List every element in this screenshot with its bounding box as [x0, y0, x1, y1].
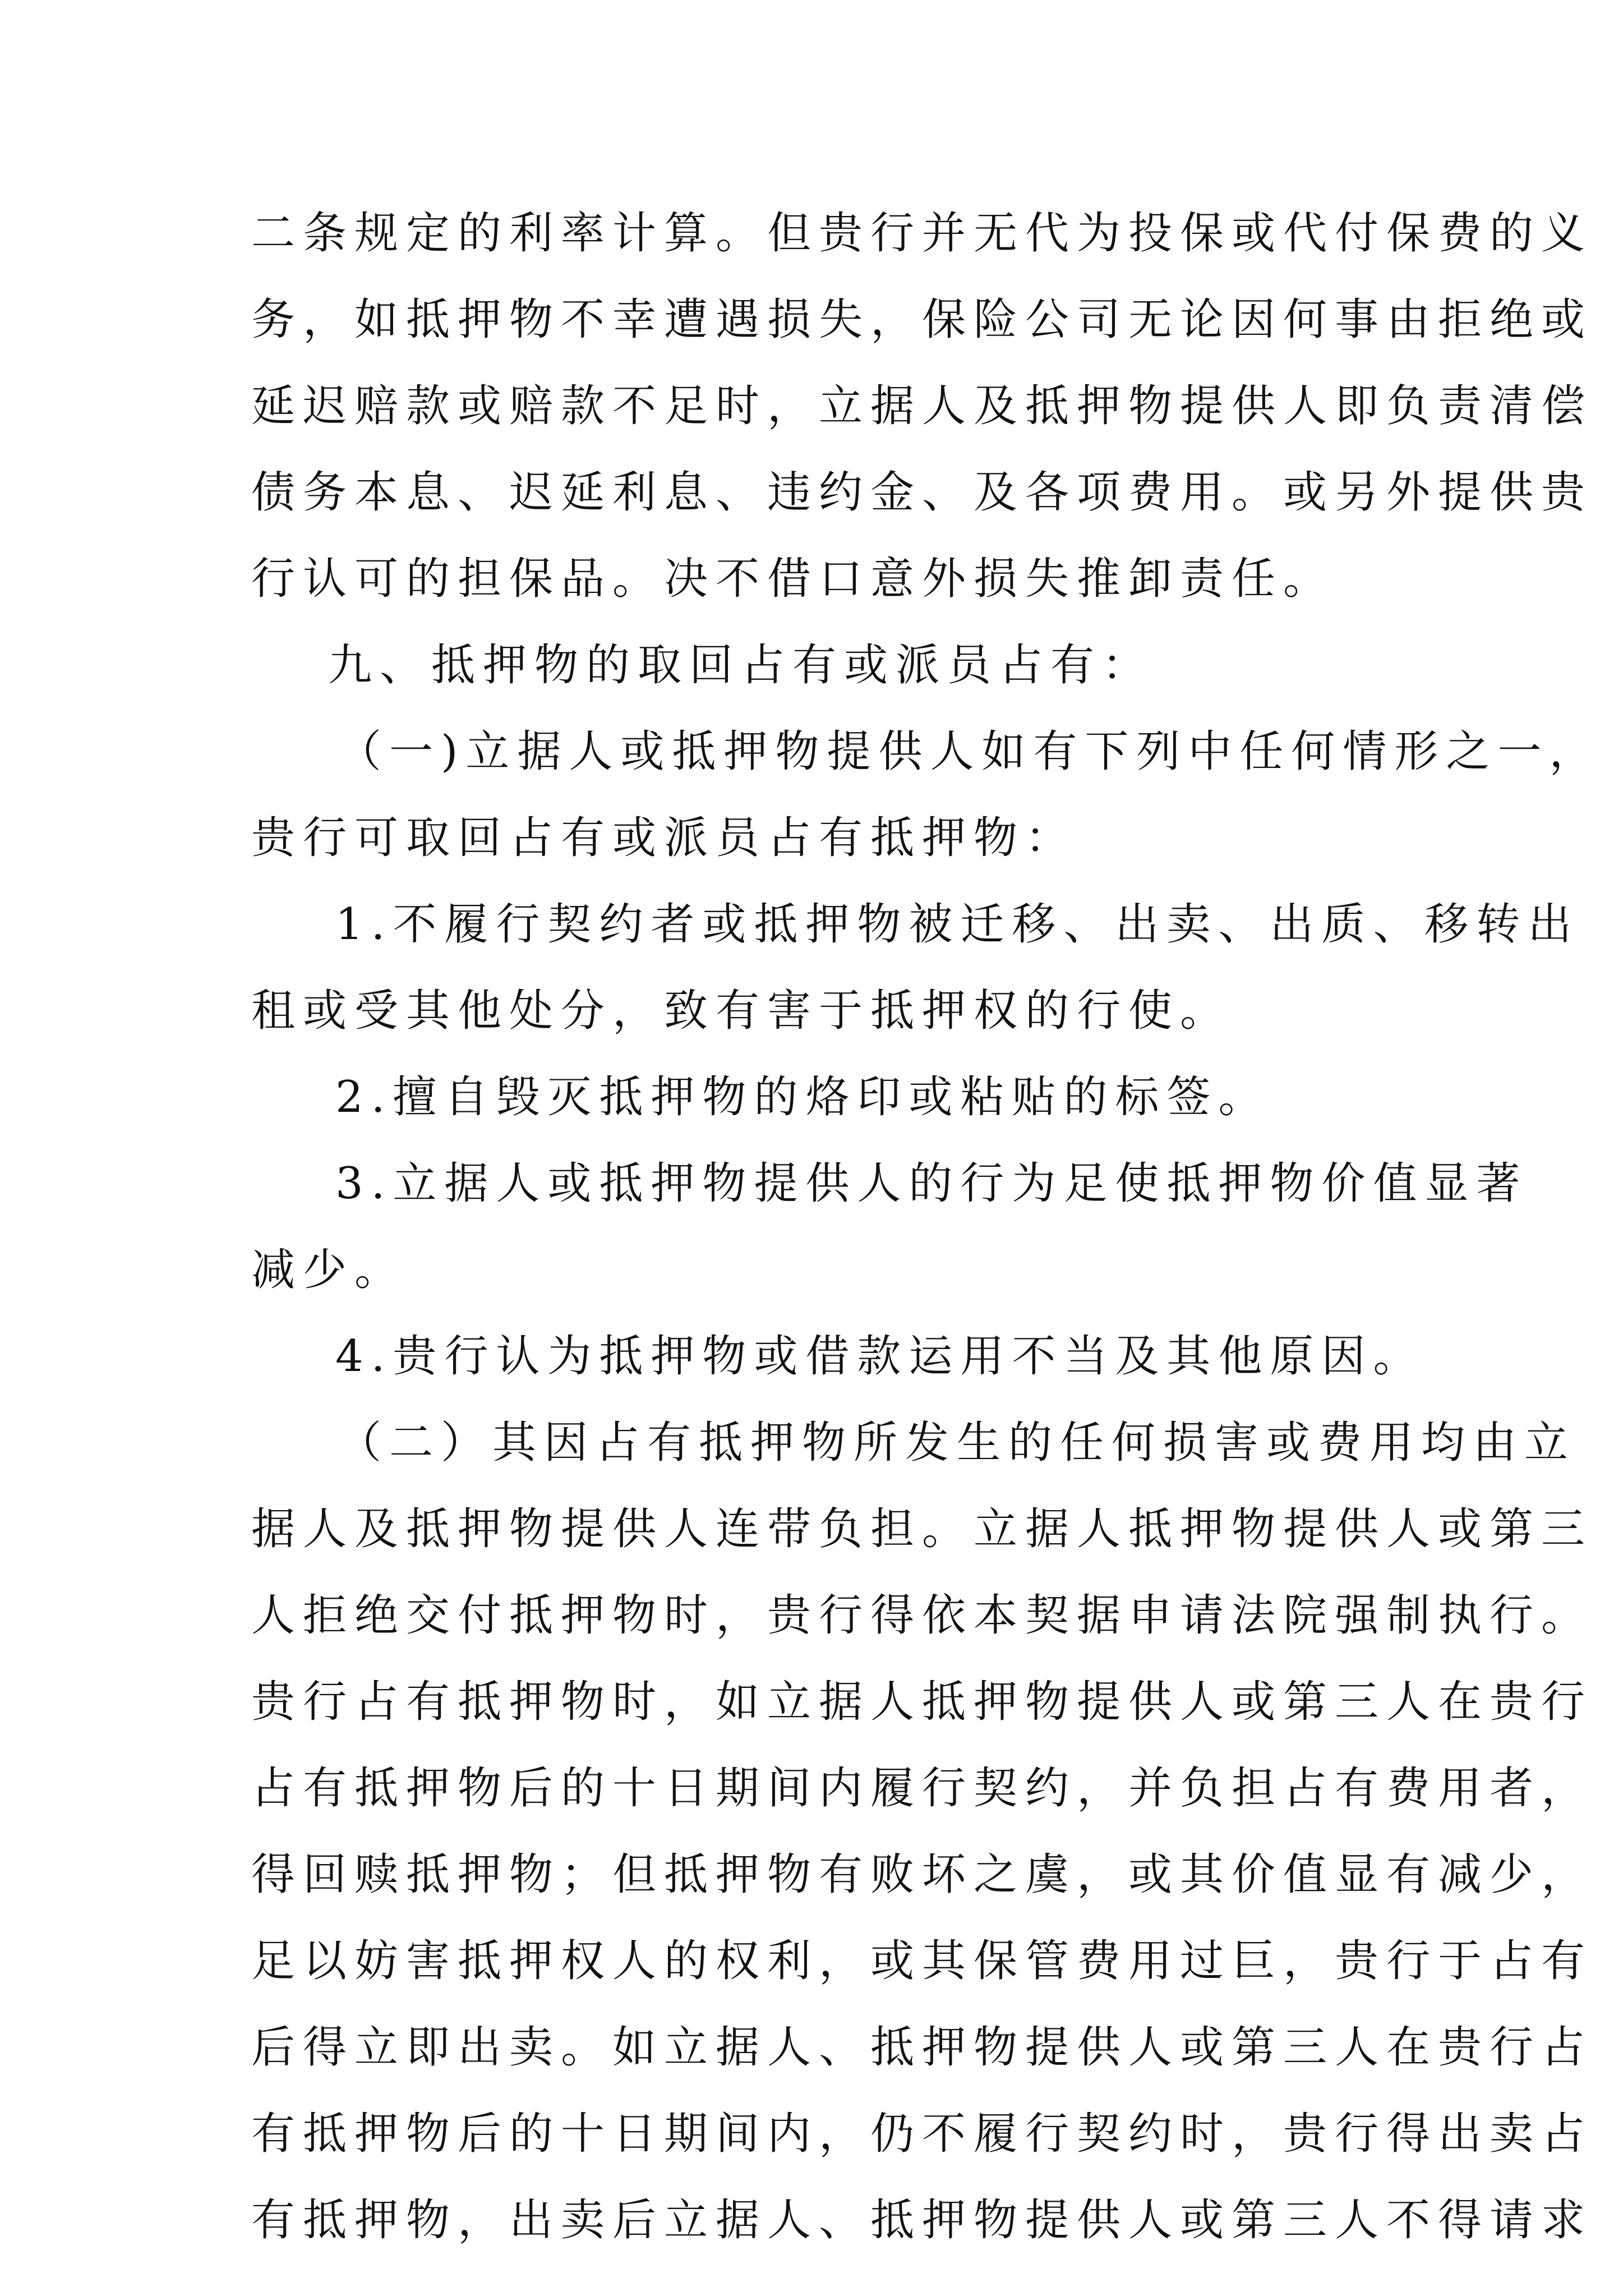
- list-item: 2.擅自毁灭抵押物的烙印或粘贴的标签。: [335, 1072, 1270, 1122]
- text-line: 减少。: [251, 1245, 407, 1295]
- text-line: 贵行占有抵押物时，如立据人抵押物提供人或第三人在贵行: [251, 1677, 1593, 1727]
- text-line: 后得立即出卖。如立据人、抵押物提供人或第三人在贵行占: [251, 2022, 1593, 2073]
- section-heading: 九、抵押物的取回占有或派员占有：: [328, 640, 1154, 691]
- text-line: 行认可的担保品。决不借口意外损失推卸责任。: [251, 554, 1335, 604]
- text-line: 足以妨害抵押权人的权利，或其保管费用过巨，贵行于占有: [251, 1936, 1593, 1986]
- list-item: 4.贵行认为抵押物或借款运用不当及其他原因。: [335, 1331, 1425, 1382]
- list-item: 1.不履行契约者或抵押物被迁移、出卖、出质、移转出: [335, 899, 1580, 950]
- list-item: 3.立据人或抵押物提供人的行为足使抵押物价值显著: [335, 1158, 1528, 1209]
- text-line: 贵行可取回占有或派员占有抵押物：: [251, 813, 1077, 863]
- text-line: 占有抵押物后的十日期间内履行契约，并负担占有费用者，: [251, 1763, 1593, 1814]
- text-line: 债务本息、迟延利息、违约金、及各项费用。或另外提供贵: [251, 467, 1593, 518]
- text-line: 有抵押物，出卖后立据人、抵押物提供人或第三人不得请求: [251, 2195, 1593, 2246]
- text-line: 租或受其他处分，致有害于抵押权的行使。: [251, 986, 1232, 1036]
- text-line: 人拒绝交付抵押物时，贵行得依本契据申请法院强制执行。: [251, 1590, 1593, 1641]
- text-line: 有抵押物后的十日期间内，仍不履行契约时，贵行得出卖占: [251, 2109, 1593, 2159]
- text-line: （一)立据人或抵押物提供人如有下列中任何情形之一，: [338, 726, 1601, 777]
- text-line: 延迟赔款或赔款不足时，立据人及抵押物提供人即负责清偿: [251, 381, 1593, 431]
- text-line: （二）其因占有抵押物所发生的任何损害或费用均由立: [338, 1418, 1576, 1468]
- text-line: 得回赎抵押物；但抵押物有败坏之虞，或其价值显有减少，: [251, 1849, 1593, 1900]
- text-line: 据人及抵押物提供人连带负担。立据人抵押物提供人或第三: [251, 1504, 1593, 1554]
- text-line: 二条规定的利率计算。但贵行并无代为投保或代付保费的义: [251, 208, 1593, 259]
- text-line: 务，如抵押物不幸遭遇损失，保险公司无论因何事由拒绝或: [251, 295, 1593, 345]
